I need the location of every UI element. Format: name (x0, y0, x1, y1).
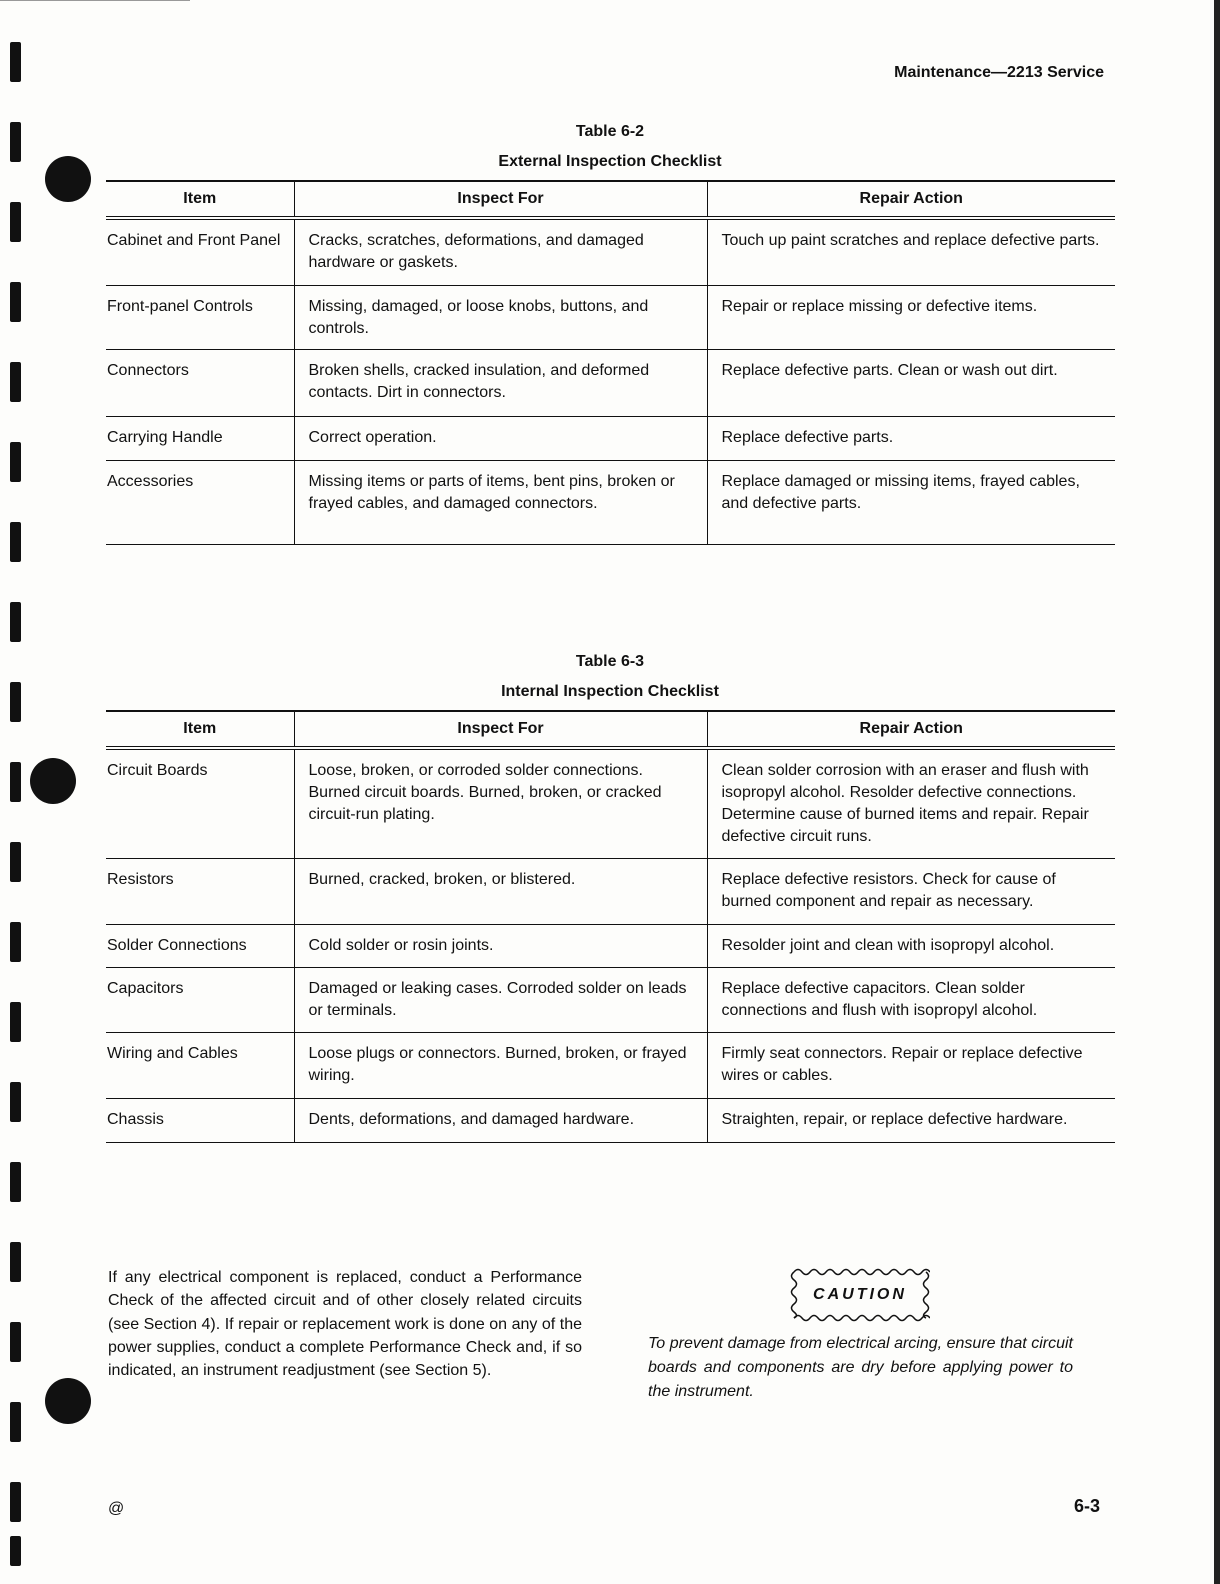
binder-mark (10, 842, 21, 882)
page-number: 6-3 (1073, 1496, 1100, 1516)
table-row (106, 416, 1115, 460)
performance-check-paragraph: If any electrical component is replaced, conduct a Performance Check of the affected circuit and of other closely related circuits (see Section 4). If repair or replacement work is done on any of the power supplies, conduct a complete Performance Check and, if so indicated, an instrument readjustment (see Section 5). (108, 1269, 582, 1380)
binder-mark (10, 1322, 21, 1362)
action-cell: Touch up paint scratches and replace defective parts. (707, 218, 1115, 285)
action-cell: Firmly seat connectors. Repair or replace defective wires or cables. (707, 1032, 1115, 1098)
action-cell: Repair or replace missing or defective items. (707, 285, 1115, 349)
external-inspection-table (106, 180, 1115, 545)
column-header-repair-action: Repair Action (707, 711, 1115, 748)
action-cell: Replace defective resistors. Check for cause of burned component and repair as necessary. (707, 858, 1115, 924)
action-cell: Replace defective parts. Clean or wash out dirt. (707, 349, 1115, 416)
table-row (106, 1032, 1115, 1098)
item-cell: Circuit Boards (106, 748, 294, 858)
column-header-item: Item (106, 711, 294, 748)
table-number: Table 6-3 (575, 653, 645, 670)
binder-mark (10, 362, 21, 402)
item-cell: Accessories (106, 460, 294, 544)
binder-mark (10, 1242, 21, 1282)
table-row (106, 1098, 1115, 1142)
punch-hole (45, 1378, 91, 1424)
punch-hole (30, 758, 76, 804)
page-header: Maintenance—2213 Service (894, 64, 1104, 81)
action-cell: Clean solder corrosion with an eraser and flush with isopropyl alcohol. Resolder defective connections. Determine cause of burned items and repair. Repair defective circuit runs. (707, 748, 1115, 858)
table-number: Table 6-2 (575, 123, 645, 140)
table-row (106, 460, 1115, 544)
table-title: Internal Inspection Checklist (501, 683, 719, 700)
internal-inspection-table (106, 710, 1115, 1143)
binder-mark (10, 762, 21, 802)
binder-mark (10, 1082, 21, 1122)
table-title: External Inspection Checklist (498, 153, 722, 170)
binder-mark (10, 922, 21, 962)
item-cell: Cabinet and Front Panel (106, 218, 294, 285)
inspect-cell: Missing, damaged, or loose knobs, buttons, and controls. (294, 285, 707, 349)
column-header-inspect-for: Inspect For (294, 181, 707, 218)
inspect-cell: Dents, deformations, and damaged hardware. (294, 1098, 707, 1142)
footer-mark: @ (108, 1500, 125, 1517)
item-cell: Connectors (106, 349, 294, 416)
binder-mark (10, 1536, 21, 1566)
binder-mark (10, 1402, 21, 1442)
binder-mark (10, 442, 21, 482)
column-header-repair-action: Repair Action (707, 181, 1115, 218)
page-edge (1214, 0, 1220, 1584)
table-row (106, 748, 1115, 858)
item-cell: Wiring and Cables (106, 1032, 294, 1098)
caution-label: CAUTION (813, 1286, 907, 1303)
table-row (106, 285, 1115, 349)
punch-hole (45, 156, 91, 202)
inspect-cell: Correct operation. (294, 416, 707, 460)
binder-mark (10, 602, 21, 642)
binder-mark (10, 202, 21, 242)
table-row (106, 967, 1115, 1032)
inspect-cell: Loose plugs or connectors. Burned, broken, or frayed wiring. (294, 1032, 707, 1098)
inspect-cell: Damaged or leaking cases. Corroded solder on leads or terminals. (294, 967, 707, 1032)
top-rule (0, 0, 190, 1)
table-row (106, 349, 1115, 416)
action-cell: Straighten, repair, or replace defective hardware. (707, 1098, 1115, 1142)
column-header-item: Item (106, 181, 294, 218)
item-cell: Solder Connections (106, 924, 294, 967)
inspect-cell: Broken shells, cracked insulation, and deformed contacts. Dirt in connectors. (294, 349, 707, 416)
binder-mark (10, 522, 21, 562)
action-cell: Resolder joint and clean with isopropyl alcohol. (707, 924, 1115, 967)
inspect-cell: Burned, cracked, broken, or blistered. (294, 858, 707, 924)
item-cell: Capacitors (106, 967, 294, 1032)
binder-mark (10, 122, 21, 162)
binder-mark (10, 1002, 21, 1042)
caution-banner (790, 1266, 930, 1324)
item-cell: Resistors (106, 858, 294, 924)
inspect-cell: Cold solder or rosin joints. (294, 924, 707, 967)
binder-mark (10, 42, 21, 82)
inspect-cell: Missing items or parts of items, bent pins, broken or frayed cables, and damaged connectors. (294, 460, 707, 544)
action-cell: Replace damaged or missing items, frayed cables, and defective parts. (707, 460, 1115, 544)
table-row (106, 858, 1115, 924)
column-header-inspect-for: Inspect For (294, 711, 707, 748)
action-cell: Replace defective parts. (707, 416, 1115, 460)
binder-mark (10, 1162, 21, 1202)
binder-mark (10, 282, 21, 322)
item-cell: Chassis (106, 1098, 294, 1142)
table-row (106, 924, 1115, 967)
table-row (106, 218, 1115, 285)
item-cell: Carrying Handle (106, 416, 294, 460)
caution-text: To prevent damage from electrical arcing, ensure that circuit boards and components are dry before applying power to the instrument. (648, 1335, 1073, 1400)
inspect-cell: Loose, broken, or corroded solder connections. Burned circuit boards. Burned, broken, or cracked circuit-run plating. (294, 748, 707, 858)
binder-mark (10, 1482, 21, 1522)
action-cell: Replace defective capacitors. Clean solder connections and flush with isopropyl alcohol. (707, 967, 1115, 1032)
item-cell: Front-panel Controls (106, 285, 294, 349)
inspect-cell: Cracks, scratches, deformations, and damaged hardware or gaskets. (294, 218, 707, 285)
binder-mark (10, 682, 21, 722)
